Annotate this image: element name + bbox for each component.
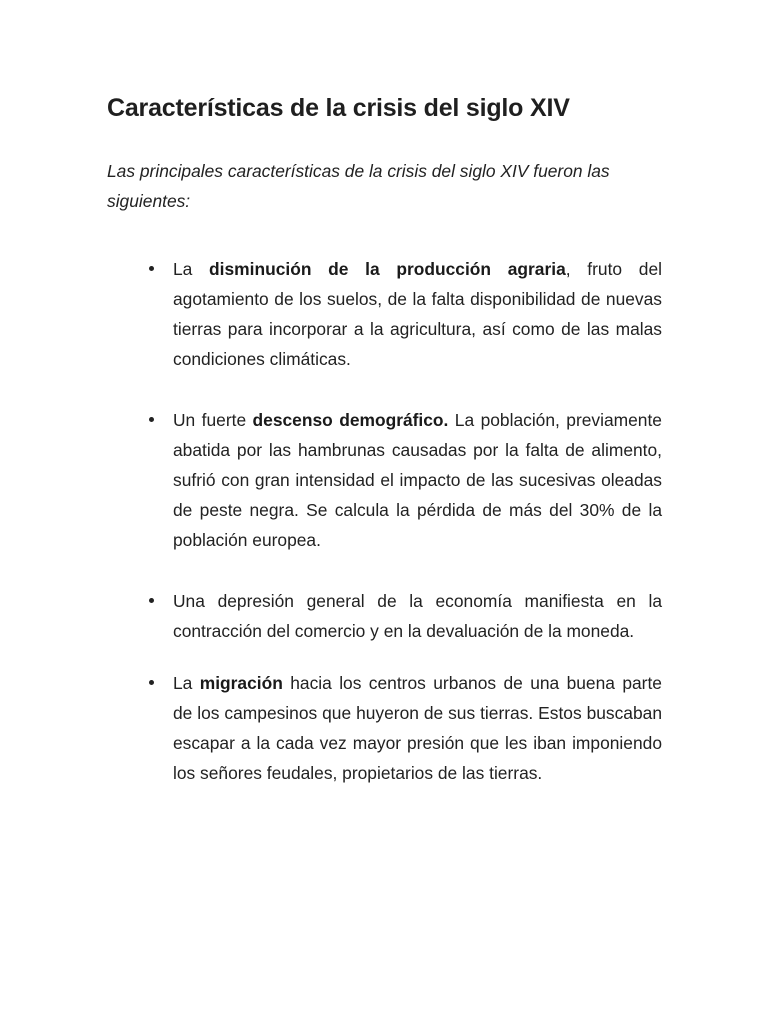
list-item-text-pre: La [173,673,200,693]
list-item-text-bold: migración [199,673,283,693]
article [107,86,662,788]
article-title: Características de la crisis del siglo XIV [107,94,570,122]
characteristics-list [107,254,662,788]
list-item-text-bold: disminución de la producción agraria [209,259,566,279]
list-item-text-pre: Una depresión general de la economía manifiesta en la contracción del comercio y en la devaluación de la moneda. [173,591,662,641]
list-item-economic-depression [107,586,662,646]
bullet-dot-icon [149,598,154,603]
list-item-demographic-decline [107,405,662,555]
bullet-dot-icon [149,266,154,271]
list-item-text-post: hacia los centros urbanos de una buena parte de los campesinos que huyeron de sus tierras. Estos buscaban escapar a la cada vez mayor presión que les iban imponiendo los señores feudales, propietarios de las tierras. [173,673,662,783]
list-item-text-post: , fruto del agotamiento de los suelos, de la falta disponibilidad de nuevas tierras para incorporar a la agricultura, así como de las malas condiciones climáticas. [173,259,662,369]
bullet-dot-icon [149,417,154,422]
list-item-text-bold: descenso demográfico. [252,410,449,430]
article-intro: Las principales características de la crisis del siglo XIV fueron las siguientes: [107,161,610,211]
list-item-text-post: La población, previamente abatida por las hambrunas causadas por la falta de alimento, sufrió con gran intensidad el impacto de las sucesivas oleadas de peste negra. Se calcula la pérdida de más del 30% de la población europea. [173,410,662,550]
bullet-dot-icon [149,680,154,685]
list-item-text-pre: Un fuerte [173,410,253,430]
list-item-migration [107,668,662,788]
list-item-text-pre: La [173,259,210,279]
list-item-agrarian-decline [107,254,662,374]
